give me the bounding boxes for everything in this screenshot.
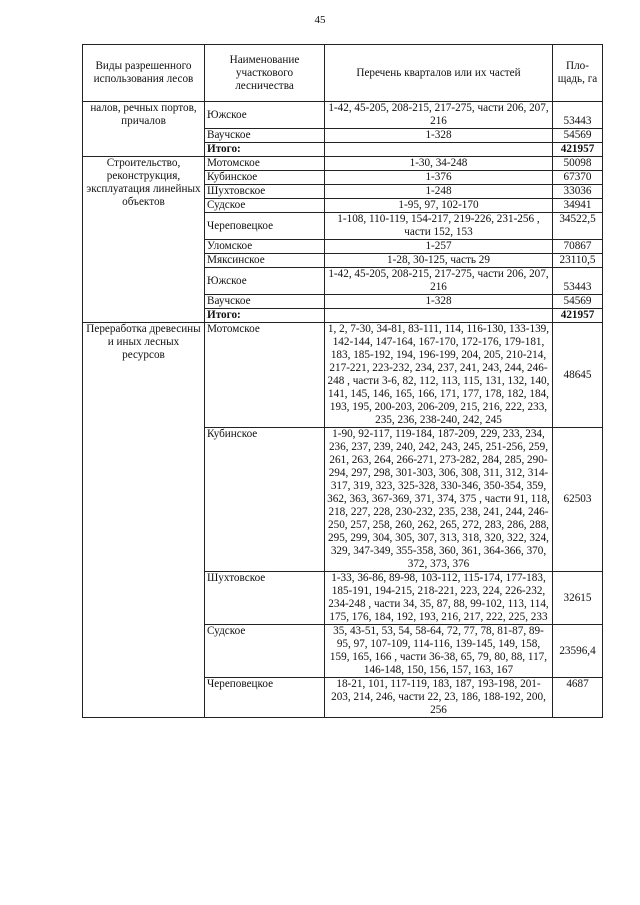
forestry-name: Южское xyxy=(205,102,325,129)
area-value: 62503 xyxy=(553,428,603,572)
quarters-list: 1-257 xyxy=(325,240,553,254)
area-value: 54569 xyxy=(553,129,603,143)
area-value: 53443 xyxy=(553,102,603,129)
forest-use-table xyxy=(82,44,603,718)
area-value: 33036 xyxy=(553,185,603,199)
quarters-list: 1-95, 97, 102-170 xyxy=(325,199,553,213)
quarters-list: 18-21, 101, 117-119, 183, 187, 193-198, 201-203, 214, 246, части 22, 23, 186, 188-192, 200, 256 xyxy=(325,678,553,718)
header-area: Пло-щадь, га xyxy=(553,45,603,102)
area-value: 48645 xyxy=(553,323,603,428)
forestry-name: Шухтовское xyxy=(205,185,325,199)
area-value: 34941 xyxy=(553,199,603,213)
quarters-list: 1-248 xyxy=(325,185,553,199)
area-value: 54569 xyxy=(553,295,603,309)
section2-use-type: Строительство, реконструкция, эксплуатация линейных объектов xyxy=(83,157,205,323)
area-value: 70867 xyxy=(553,240,603,254)
total-value: 421957 xyxy=(553,309,603,323)
section1-use-type: налов, речных портов, причалов xyxy=(83,102,205,157)
header-quarters-list: Перечень кварталов или их частей xyxy=(325,45,553,102)
table-row xyxy=(83,102,603,129)
forestry-name: Судское xyxy=(205,625,325,678)
quarters-list: 1-328 xyxy=(325,129,553,143)
forestry-name: Кубинское xyxy=(205,171,325,185)
forestry-name: Ваучское xyxy=(205,295,325,309)
area-value: 67370 xyxy=(553,171,603,185)
forestry-name: Судское xyxy=(205,199,325,213)
page-number: 45 xyxy=(314,14,326,26)
quarters-list: 1-30, 34-248 xyxy=(325,157,553,171)
forestry-name: Череповецкое xyxy=(205,678,325,718)
forestry-name: Череповецкое xyxy=(205,213,325,240)
quarters-list: 1-28, 30-125, часть 29 xyxy=(325,254,553,268)
forestry-name: Шухтовское xyxy=(205,572,325,625)
area-value: 32615 xyxy=(553,572,603,625)
forestry-name: Мяксинское xyxy=(205,254,325,268)
total-label: Итого: xyxy=(205,143,325,157)
area-value: 23596,4 xyxy=(553,625,603,678)
quarters-list: 1-90, 92-117, 119-184, 187-209, 229, 233, 234, 236, 237, 239, 240, 242, 243, 245, 251-256, 259, 261, 263, 264, 266-271, 273-282, 284, 285, 290-294, 297, 298, 301-303, 306, 308, 311, 312, 314-317, 319, 323, 325-328, 330-346, 350-354, 359, 362, 363, 367-369, 371, 374, 375 , части 91, 118, 218, 227, 228, 230-232, 235, 238, 241, 244, 246-250, 257, 258, 260, 262, 265, 272, 283, 286, 288, 295, 299, 304, 305, 307, 313, 318, 320, 322, 324, 329, 347-349, 355-358, 360, 361, 364-366, 370, 372, 373, 376 xyxy=(325,428,553,572)
forestry-name: Южское xyxy=(205,268,325,295)
forestry-name: Мотомское xyxy=(205,323,325,428)
section3-use-type: Переработка древесины и иных лесных ресурсов xyxy=(83,323,205,718)
header-use-type: Виды разрешенного использования лесов xyxy=(83,45,205,102)
area-value: 53443 xyxy=(553,268,603,295)
total-value: 421957 xyxy=(553,143,603,157)
forestry-name: Уломское xyxy=(205,240,325,254)
quarters-list: 1, 2, 7-30, 34-81, 83-111, 114, 116-130, 133-139, 142-144, 147-164, 167-170, 172-176, 179-181, 183, 185-192, 194, 196-199, 204, 205, 210-214, 217-221, 223-232, 234, 237, 241, 243, 244, 246-248 , части 3-6, 82, 112, 113, 115, 131, 132, 140, 141, 145, 146, 165, 166, 171, 177, 178, 182, 184, 193, 195, 200-203, 206-209, 215, 216, 222, 233, 235, 236, 238-240, 242, 245 xyxy=(325,323,553,428)
quarters-list: 35, 43-51, 53, 54, 58-64, 72, 77, 78, 81-87, 89-95, 97, 107-109, 114-116, 139-145, 149, 158, 159, 165, 166 , части 36-38, 65, 79, 80, 88, 117, 146-148, 150, 156, 157, 163, 167 xyxy=(325,625,553,678)
forestry-name: Мотомское xyxy=(205,157,325,171)
area-value: 23110,5 xyxy=(553,254,603,268)
forestry-name: Кубинское xyxy=(205,428,325,572)
area-value: 4687 xyxy=(553,678,603,718)
quarters-list: 1-42, 45-205, 208-215, 217-275, части 206, 207, 216 xyxy=(325,268,553,295)
table-header-row xyxy=(83,45,603,102)
quarters-list: 1-108, 110-119, 154-217, 219-226, 231-256 , части 152, 153 xyxy=(325,213,553,240)
area-value: 34522,5 xyxy=(553,213,603,240)
header-forestry-name: Наименование участкового лесничества xyxy=(205,45,325,102)
quarters-list: 1-376 xyxy=(325,171,553,185)
area-value: 50098 xyxy=(553,157,603,171)
total-label: Итого: xyxy=(205,309,325,323)
forestry-name: Ваучское xyxy=(205,129,325,143)
quarters-list: 1-328 xyxy=(325,295,553,309)
quarters-list: 1-42, 45-205, 208-215, 217-275, части 206, 207, 216 xyxy=(325,102,553,129)
quarters-list: 1-33, 36-86, 89-98, 103-112, 115-174, 177-183, 185-191, 194-215, 218-221, 223, 224, 226-232, 234-248 , части 34, 35, 87, 88, 99-102, 113, 114, 175, 176, 184, 192, 193, 216, 217, 222, 225, 233 xyxy=(325,572,553,625)
table-row xyxy=(83,157,603,171)
table-row xyxy=(83,323,603,428)
